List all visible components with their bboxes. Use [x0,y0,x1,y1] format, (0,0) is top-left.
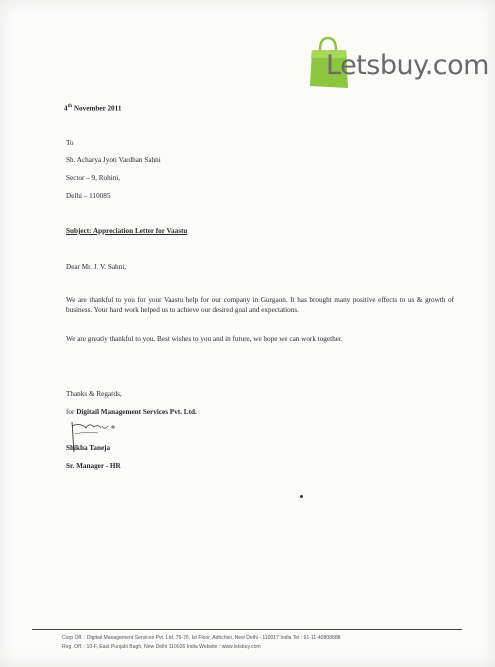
closing: Thanks & Regards, [66,390,122,398]
for-prefix: for [66,408,77,416]
company-name: Digitail Management Services Pvt. Ltd. [76,408,197,416]
company-line [66,408,197,418]
footer-corp-office: Corp Off. : Digitail Management Services Pvt. Ltd. 75-76, Ist Floor, Adhchini, New Delhi - 110017 India Tel : 91-11-40808888 [62,635,341,641]
date-day: 4 [64,104,68,113]
signatory-title: Sr. Manager - HR [66,462,121,470]
ink-speck [300,495,303,498]
recipient-address-line1: Sector – 9, Rohini, [66,174,121,182]
date-rest: November 2011 [72,104,122,113]
footer-reg-office: Reg. Off. : 10-F, East Punjabi Bagh, New Delhi 110026 India Website : www.letsbuy.com [62,644,261,650]
body-paragraph-1: We are thankful to you for your Vaastu help for our company in Gurgaon. It has brought many positive effects to us & growth of business. Your hard work helped us to achieve our desired goal and expectations. [66,296,454,314]
logo-wordmark: Letsbuy.com [326,50,489,81]
date-suffix: th [67,104,73,109]
letter-date [64,102,121,114]
to-label: To [66,139,74,147]
body-paragraph-2: We are greatly thankful to you. Best wishes to you and in future, we hope we can work together. [66,335,343,343]
footer-divider [32,629,462,630]
salutation: Dear Mr. J. V. Sahni, [66,263,127,271]
subject-line: Subject: Appreciation Letter for Vaastu [66,227,188,235]
recipient-address-line2: Delhi – 110085 [66,192,111,200]
letsbuy-logo [306,30,489,94]
signatory-name: Shikha Taneja [66,444,111,452]
recipient-name: Sh. Acharya Jyoti Vardhan Sahni [66,156,161,164]
